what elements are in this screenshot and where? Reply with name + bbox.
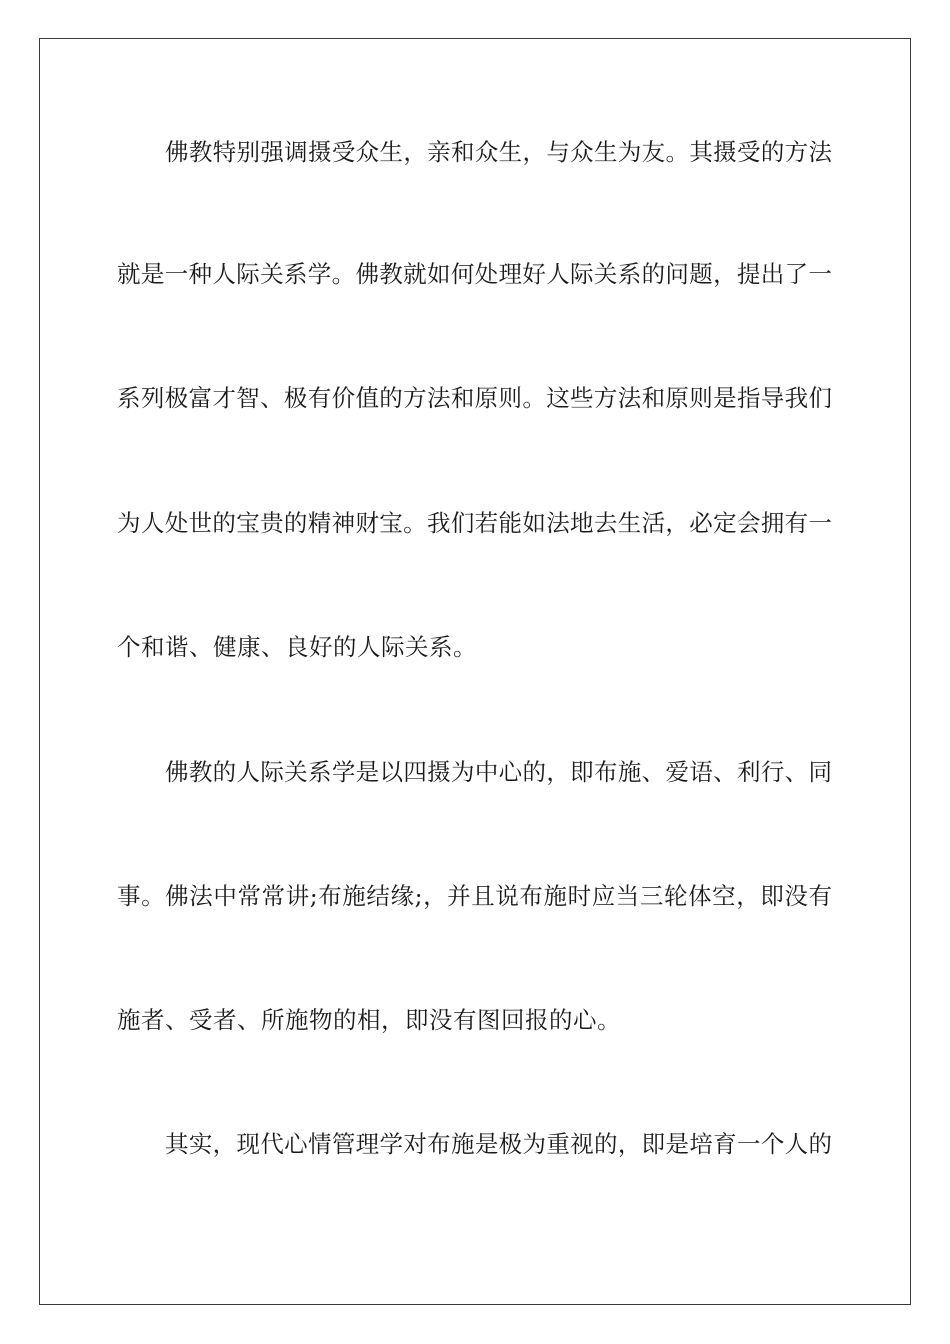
paragraph-1-line-3: 系列极富才智、极有价值的方法和原则。这些方法和原则是指导我们 [117, 384, 832, 412]
paragraph-1-line-2: 就是一种人际关系学。佛教就如何处理好人际关系的问题，提出了一 [117, 260, 832, 288]
paragraph-1-line-1: 佛教特别强调摄受众生，亲和众生，与众生为友。其摄受的方法 [165, 138, 832, 166]
paragraph-2-line-3: 施者、受者、所施物的相，即没有图回报的心。 [117, 1006, 621, 1034]
page-border [39, 38, 911, 1305]
paragraph-1-line-4: 为人处世的宝贵的精神财宝。我们若能如法地去生活，必定会拥有一 [117, 509, 832, 537]
paragraph-2-line-2: 事。佛法中常常讲;布施结缘;，并且说布施时应当三轮体空，即没有 [117, 882, 832, 910]
paragraph-3-line-1: 其实，现代心情管理学对布施是极为重视的，即是培育一个人的 [165, 1130, 832, 1158]
paragraph-2-line-1: 佛教的人际关系学是以四摄为中心的，即布施、爱语、利行、同 [165, 758, 832, 786]
paragraph-1-line-5: 个和谐、健康、良好的人际关系。 [117, 633, 477, 661]
